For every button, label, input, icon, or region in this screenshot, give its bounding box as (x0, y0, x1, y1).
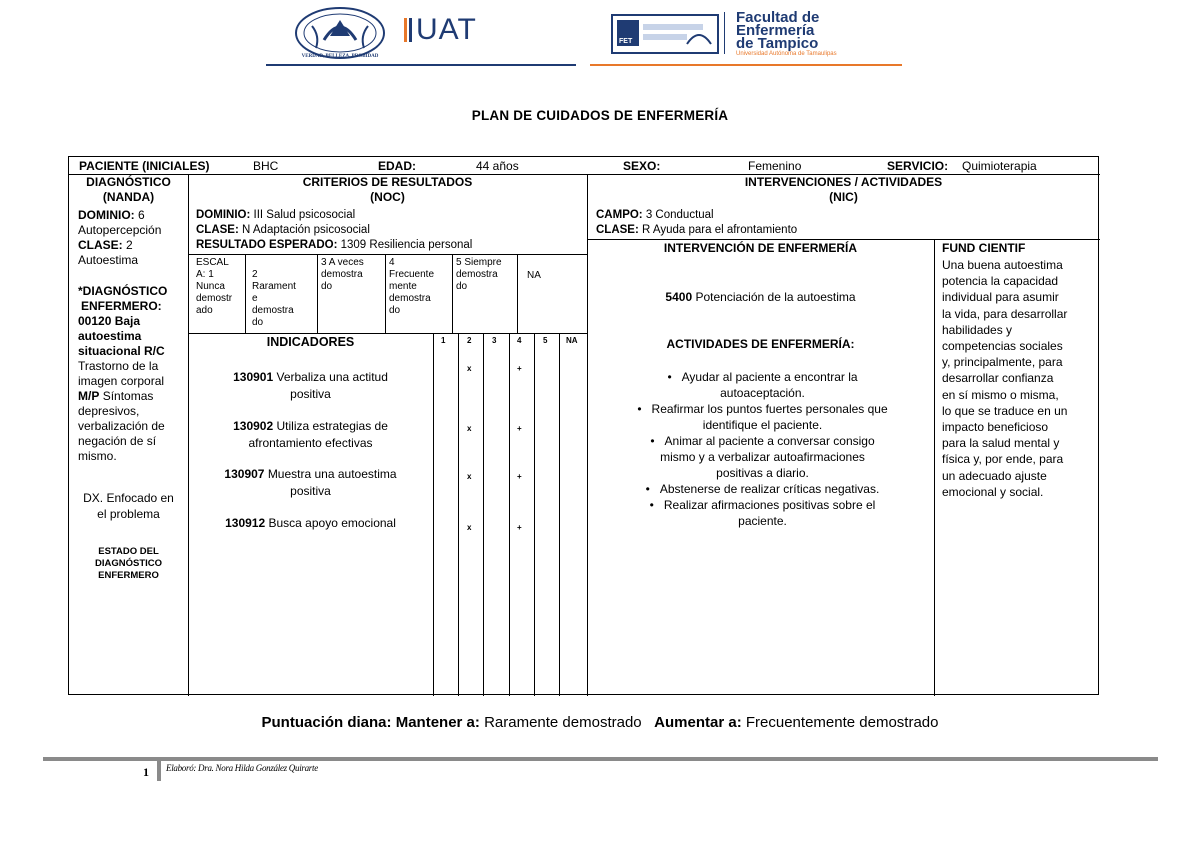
nanda-domain-label: DOMINIO: (78, 208, 135, 222)
intervention (587, 290, 934, 305)
care-plan-table (68, 156, 1099, 695)
scale-4-line: demostra (389, 293, 431, 304)
footer-divider (43, 757, 1158, 761)
service-label: SERVICIO: (887, 159, 949, 173)
dx-state-line: ENFERMERO (98, 570, 159, 581)
header-line-orange (590, 64, 902, 66)
faculty-name-line1: Facultad de (736, 9, 820, 26)
indicator-130912 (188, 515, 433, 532)
activity-line (591, 481, 934, 497)
target-score-label: Puntuación diana: (261, 714, 392, 731)
noc-header-line2: (NOC) (370, 190, 405, 204)
nursing-dx-label (78, 284, 167, 314)
scale-3-line: 3 A veces (321, 257, 364, 268)
scale-2-line (252, 257, 296, 269)
mp-desc-line: mismo. (78, 449, 117, 463)
scale-2-line: do (252, 317, 264, 328)
score-divider (509, 333, 510, 696)
indicator-line (188, 418, 433, 435)
scale-1 (196, 257, 232, 317)
noc-domain (196, 208, 355, 223)
scale-5-line: do (456, 281, 468, 292)
indicator-mark-plus: + (517, 523, 522, 532)
scale-divider (317, 254, 318, 333)
target-score (0, 714, 1200, 731)
dx-focus-line2: el problema (97, 507, 160, 521)
maintain-value: Raramente demostrado (484, 714, 642, 731)
fund-line: impacto beneficioso (942, 420, 1049, 435)
increase-label: Aumentar a: (654, 714, 742, 731)
scale-5-line: demostra (456, 269, 498, 280)
nanda-class-name: Autoestima (78, 253, 139, 267)
indicator-text2: positiva (290, 387, 331, 401)
activity-text: Realizar afirmaciones positivas sobre el (663, 498, 876, 512)
mp-line (78, 389, 165, 404)
nanda-domain-value: 6 (138, 208, 145, 222)
activity-text: autoaceptación. (720, 386, 805, 400)
score-divider (534, 333, 535, 696)
noc-result-label: RESULTADO ESPERADO: (196, 239, 338, 251)
nanda-class-value: 2 (126, 238, 133, 252)
noc-class (196, 223, 370, 238)
faculty-name-line2: Enfermería (736, 22, 815, 39)
indicator-mark-plus: + (517, 472, 522, 481)
scale-divider (385, 254, 386, 333)
activity-item (591, 433, 934, 481)
indicator-text: Utiliza estrategias de (276, 419, 388, 433)
fund-line: en sí mismo o misma, (942, 387, 1059, 402)
dx-focus-line1: DX. Enfocado en (83, 491, 174, 505)
noc-domain-value: III Salud psicosocial (253, 209, 356, 221)
nic-class-value: R Ayuda para el afrontamiento (642, 224, 798, 236)
faculty-badge-text: FET (619, 38, 633, 45)
bullet-icon: • (649, 498, 654, 512)
nanda-header-line2: (NANDA) (102, 190, 155, 204)
scale-na (527, 270, 541, 282)
scale-5-line: 5 Siempre (456, 257, 502, 268)
scale-1-line: ado (196, 305, 213, 316)
age-value: 44 años (476, 159, 519, 173)
scale-2 (252, 257, 296, 329)
nic-field (596, 208, 714, 223)
col-divider (934, 239, 935, 696)
intervention-text: Potenciación de la autoestima (695, 290, 856, 304)
bullet-icon: • (637, 402, 642, 416)
nic-class-label: CLASE: (596, 224, 639, 236)
indicator-text2: positiva (290, 484, 331, 498)
nanda-class-label: CLASE: (78, 238, 123, 252)
activity-line (591, 433, 934, 449)
mp-first: Síntomas (102, 389, 154, 403)
mp-desc-line: depresivos, (78, 404, 140, 418)
activities-header: ACTIVIDADES DE ENFERMERÍA: (666, 337, 855, 351)
faculty-badge (611, 14, 719, 54)
nic-header-line2: (NIC) (829, 190, 858, 204)
intervention-code: 5400 (665, 290, 693, 304)
fund-line: física y, por ende, para (942, 452, 1064, 467)
mp-desc-line: verbalización de (78, 419, 165, 433)
increase-value: Frecuentemente demostrado (745, 714, 939, 731)
nursing-dx-label-line2: ENFERMERO: (81, 299, 162, 313)
scale-divider (245, 254, 246, 333)
header-line-blue (266, 64, 576, 66)
uat-logo-bars (404, 18, 407, 42)
page-number: 1 (143, 765, 149, 779)
indicator-130901 (188, 369, 433, 403)
faculty-name-sub: Universidad Autónoma de Tamaulipas (736, 51, 837, 57)
scale-2-line: demostra (252, 305, 294, 316)
sex-value: Femenino (748, 159, 802, 173)
dx-focus (69, 490, 188, 522)
indicator-code: 130901 (233, 370, 274, 384)
activity-text: identifique el paciente. (702, 418, 823, 432)
bullet-icon: • (645, 482, 650, 496)
scale-4-line: do (389, 305, 401, 316)
nic-header (587, 175, 1100, 205)
noc-header-line1: CRITERIOS DE RESULTADOS (302, 175, 473, 189)
fund-text (942, 257, 1067, 500)
indicator-code: 130902 (233, 419, 274, 433)
faculty-name (736, 11, 837, 58)
scale-1-line: A: 1 (196, 269, 214, 280)
scale-2-line: e (252, 293, 258, 304)
bullet-icon: • (650, 434, 655, 448)
nanda-domain (78, 208, 145, 223)
scale-3-line: demostra (321, 269, 363, 280)
age-label: EDAD: (378, 159, 416, 173)
scale-4-line: Frecuente (389, 269, 435, 280)
scale-1-line: ESCAL (196, 257, 229, 268)
seal-motto: VERDAD, BELLEZA, PROBIDAD (301, 54, 379, 59)
scale-4-line: mente (389, 281, 417, 292)
indicator-mark-plus: + (517, 364, 522, 373)
indicator-text: Muestra una autoestima (267, 467, 397, 481)
scale-na-line: NA (527, 270, 541, 281)
scale-4-line: 4 (389, 257, 395, 268)
fund-line: desarrollar confianza (942, 371, 1054, 386)
activity-text: Ayudar al paciente a encontrar la (681, 370, 858, 384)
nanda-domain-name: Autopercepción (78, 223, 162, 237)
indicator-line (188, 466, 433, 483)
bullet-icon: • (667, 370, 672, 384)
fund-header: FUND CIENTIF (942, 241, 1026, 255)
indicator-text: Verbaliza una actitud (276, 370, 388, 384)
indicator-mark-x: x (467, 364, 472, 373)
indicator-text2: afrontamiento efectivas (248, 436, 373, 450)
indicator-line (188, 515, 433, 532)
activity-text: mismo y a verbalizar autoafirmaciones (660, 450, 865, 464)
nic-field-value: 3 Conductual (645, 209, 714, 221)
scale-1-line: Nunca (196, 281, 225, 292)
activity-item (591, 369, 934, 401)
scale-2-line: Rarament (252, 281, 296, 292)
uat-logo (404, 14, 477, 46)
scale-5 (456, 257, 502, 293)
activity-line (591, 497, 934, 513)
noc-result (196, 238, 472, 253)
activity-line (591, 401, 934, 417)
scale-divider (452, 254, 453, 333)
nic-header-line1: INTERVENCIONES / ACTIVIDADES (744, 175, 943, 189)
score-header-2: 2 (467, 336, 472, 345)
fund-line: potencia la capacidad (942, 274, 1059, 289)
service-value: Quimioterapia (962, 159, 1037, 173)
fund-line: emocional y social. (942, 484, 1044, 499)
score-header-5: 5 (543, 336, 548, 345)
fund-line: para la salud mental y (942, 436, 1060, 451)
activity-item (591, 481, 934, 497)
noc-class-label: CLASE: (196, 224, 239, 236)
indicators-header: INDICADORES (266, 335, 355, 349)
indicator-mark-x: x (467, 472, 472, 481)
fund-line: individual para asumir (942, 290, 1059, 305)
nanda-header-line1: DIAGNÓSTICO (86, 175, 171, 189)
score-divider (458, 333, 459, 696)
patient-initials-label: PACIENTE (INICIALES) (79, 159, 210, 173)
dx-desc-line: imagen corporal (78, 374, 165, 388)
noc-header (188, 175, 587, 205)
fund-line: y, principalmente, para (942, 355, 1063, 370)
maintain-label: Mantener a: (395, 714, 480, 731)
activity-text: Animar al paciente a conversar consigo (664, 434, 875, 448)
dx-state-line: ESTADO DEL (98, 546, 159, 557)
nic-field-label: CAMPO: (596, 209, 643, 221)
nursing-dx-code-line3: situacional R/C (78, 344, 165, 358)
fund-line: un adecuado ajuste (942, 468, 1047, 483)
nanda-header (69, 175, 188, 205)
faculty-name-line3: de Tampico (736, 35, 819, 52)
fund-line: la vida, para desarrollar (942, 306, 1068, 321)
dx-desc-line: Trastorno de la (78, 359, 159, 373)
score-divider (433, 333, 434, 696)
nic-class (596, 223, 797, 238)
indicator-code: 130907 (224, 467, 265, 481)
score-header-3: 3 (492, 336, 497, 345)
scale-4 (389, 257, 434, 317)
university-seal-logo (290, 6, 390, 66)
nursing-dx-code-line2: autoestima (78, 329, 142, 343)
footer-author: Elaboró: Dra. Nora Hilda González Quirarte (166, 763, 318, 773)
scale-1-line: demostr (196, 293, 233, 304)
score-divider (559, 333, 560, 696)
fund-line: Una buena autoestima (942, 258, 1063, 272)
indicator-text: Busca apoyo emocional (268, 516, 396, 530)
intervention-header: INTERVENCIÓN DE ENFERMERÍA (663, 241, 858, 255)
activity-line (591, 369, 934, 385)
sex-label: SEXO: (623, 159, 661, 173)
dx-state-label (69, 546, 188, 582)
indicator-mark-x: x (467, 424, 472, 433)
mp-desc-line: negación de sí (78, 434, 157, 448)
score-header-4: 4 (517, 336, 522, 345)
dx-state-line: DIAGNÓSTICO (94, 558, 163, 569)
indicator-130907 (188, 466, 433, 500)
indicator-130902 (188, 418, 433, 452)
indicator-mark-x: x (467, 523, 472, 532)
scale-3 (321, 257, 364, 293)
nursing-dx-description (78, 359, 165, 464)
score-divider (483, 333, 484, 696)
indicator-mark-plus: + (517, 424, 522, 433)
scale-divider (517, 254, 518, 333)
fund-line: lo que se traduce en un (942, 403, 1068, 418)
page-title: PLAN DE CUIDADOS DE ENFERMERÍA (471, 108, 729, 123)
fund-line: competencias sociales (942, 339, 1063, 354)
activity-text: Reafirmar los puntos fuertes personales que (651, 402, 888, 416)
nursing-dx-label-line1: *DIAGNÓSTICO (78, 284, 168, 298)
indicator-line (188, 369, 433, 386)
noc-class-value: N Adaptación psicosocial (242, 224, 370, 236)
activities-list (591, 369, 934, 529)
scale-2-line: 2 (252, 269, 258, 280)
footer-page-divider (157, 759, 161, 781)
activity-item (591, 401, 934, 433)
faculty-logo-divider (724, 12, 725, 54)
patient-initials-value: BHC (253, 159, 279, 173)
fund-line: habilidades y (942, 322, 1013, 337)
uat-logo-bars (409, 18, 412, 42)
activity-text: Abstenerse de realizar críticas negativas. (659, 482, 880, 496)
scale-3-line: do (321, 281, 333, 292)
score-header-1: 1 (441, 336, 446, 345)
noc-domain-label: DOMINIO: (196, 209, 251, 221)
nursing-dx-code (78, 314, 165, 359)
activity-text: paciente. (738, 514, 787, 528)
score-header-na: NA (566, 336, 578, 345)
activity-text: positivas a diario. (716, 466, 809, 480)
noc-result-value: 1309 Resiliencia personal (340, 239, 473, 251)
row-divider (188, 333, 587, 334)
indicator-code: 130912 (225, 516, 266, 530)
mp-label: M/P (78, 389, 100, 403)
uat-logo-text: UAT (416, 13, 477, 46)
nursing-dx-code-line1: 00120 Baja (78, 314, 141, 328)
nanda-class (78, 238, 133, 253)
row-divider (587, 239, 1100, 240)
row-divider (188, 254, 587, 255)
activity-item (591, 497, 934, 529)
